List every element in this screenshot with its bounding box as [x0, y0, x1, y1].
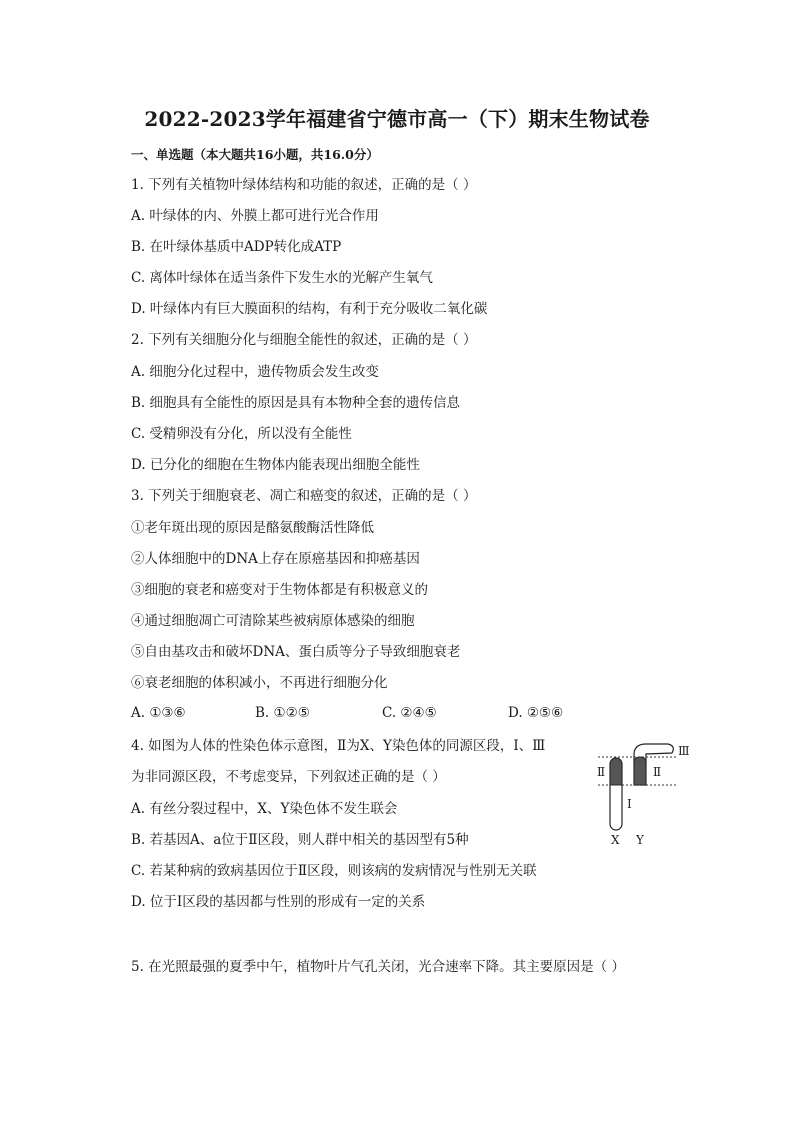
label-region-iii: Ⅲ — [678, 744, 690, 758]
question-2-option-c: C. 受精卵没有分化，所以没有全能性 — [131, 426, 352, 442]
question-3-statement-2: ②人体细胞中的DNA上存在原癌基因和抑癌基因 — [131, 551, 420, 567]
question-1-option-a: A. 叶绿体的内、外膜上都可进行光合作用 — [131, 208, 379, 224]
question-3-option-b: B. ①②⑤ — [255, 705, 310, 721]
question-2-option-b: B. 细胞具有全能性的原因是具有本物种全套的遗传信息 — [131, 395, 461, 411]
label-x: X — [611, 833, 620, 847]
question-1-stem: 1. 下列有关植物叶绿体结构和功能的叙述，正确的是（ ） — [131, 177, 477, 193]
sex-chromosome-figure — [594, 738, 694, 853]
question-3-statement-3: ③细胞的衰老和癌变对于生物体都是有积极意义的 — [131, 582, 428, 598]
question-2-option-a: A. 细胞分化过程中，遗传物质会发生改变 — [131, 364, 379, 380]
label-y: Y — [636, 833, 644, 847]
question-3-statement-4: ④通过细胞凋亡可清除某些被病原体感染的细胞 — [131, 613, 415, 629]
question-3-option-a: A. ①③⑥ — [131, 705, 186, 721]
question-3-stem: 3. 下列关于细胞衰老、凋亡和癌变的叙述，正确的是（ ） — [131, 488, 477, 504]
label-region-ii-right: Ⅱ — [653, 765, 662, 779]
question-2-stem: 2. 下列有关细胞分化与细胞全能性的叙述，正确的是（ ） — [131, 332, 477, 348]
question-3-options — [131, 705, 571, 723]
y-homologous-segment — [634, 757, 646, 785]
x-homologous-segment — [610, 758, 622, 785]
question-4-option-a: A. 有丝分裂过程中，X、Y染色体不发生联会 — [131, 801, 398, 817]
section-heading: 一、单选题（本大题共16小题，共16.0分） — [131, 147, 379, 162]
question-4-option-d: D. 位于Ⅰ区段的基因都与性别的形成有一定的关系 — [131, 894, 426, 910]
question-5-stem: 5. 在光照最强的夏季中午，植物叶片气孔关闭，光合速率下降。其主要原因是（ ） — [131, 959, 625, 975]
question-1-option-b: B. 在叶绿体基质中ADP转化成ATP — [131, 239, 342, 255]
question-4-option-c: C. 若某种病的致病基因位于Ⅱ区段，则该病的发病情况与性别无关联 — [131, 863, 537, 879]
question-3-option-d: D. ②⑤⑥ — [508, 705, 564, 721]
question-3-statement-1: ①老年斑出现的原因是酪氨酸酶活性降低 — [131, 520, 374, 536]
question-2-option-d: D. 已分化的细胞在生物体内能表现出细胞全能性 — [131, 457, 420, 473]
question-3-option-c: C. ②④⑤ — [382, 705, 437, 721]
question-1-option-d: D. 叶绿体内有巨大膜面积的结构，有利于充分吸收二氧化碳 — [131, 301, 488, 317]
page-title: 2022-2023学年福建省宁德市高一（下）期末生物试卷 — [144, 107, 650, 131]
question-4-stem-line-1: 4. 如图为人体的性染色体示意图，Ⅱ为X、Y染色体的同源区段，Ⅰ、Ⅲ — [131, 738, 546, 754]
question-4-option-b: B. 若基因A、a位于Ⅱ区段，则人群中相关的基因型有5种 — [131, 832, 469, 848]
question-3-statement-5: ⑤自由基攻击和破坏DNA、蛋白质等分子导致细胞衰老 — [131, 644, 461, 660]
label-region-ii-left: Ⅱ — [597, 765, 606, 779]
question-3-statement-6: ⑥衰老细胞的体积减小，不再进行细胞分化 — [131, 675, 388, 691]
sex-chromosome-diagram — [594, 738, 694, 853]
question-4-stem-line-2: 为非同源区段，不考虑变异，下列叙述正确的是（ ） — [131, 769, 446, 785]
label-region-i: Ⅰ — [627, 797, 632, 811]
question-1-option-c: C. 离体叶绿体在适当条件下发生水的光解产生氧气 — [131, 270, 433, 286]
